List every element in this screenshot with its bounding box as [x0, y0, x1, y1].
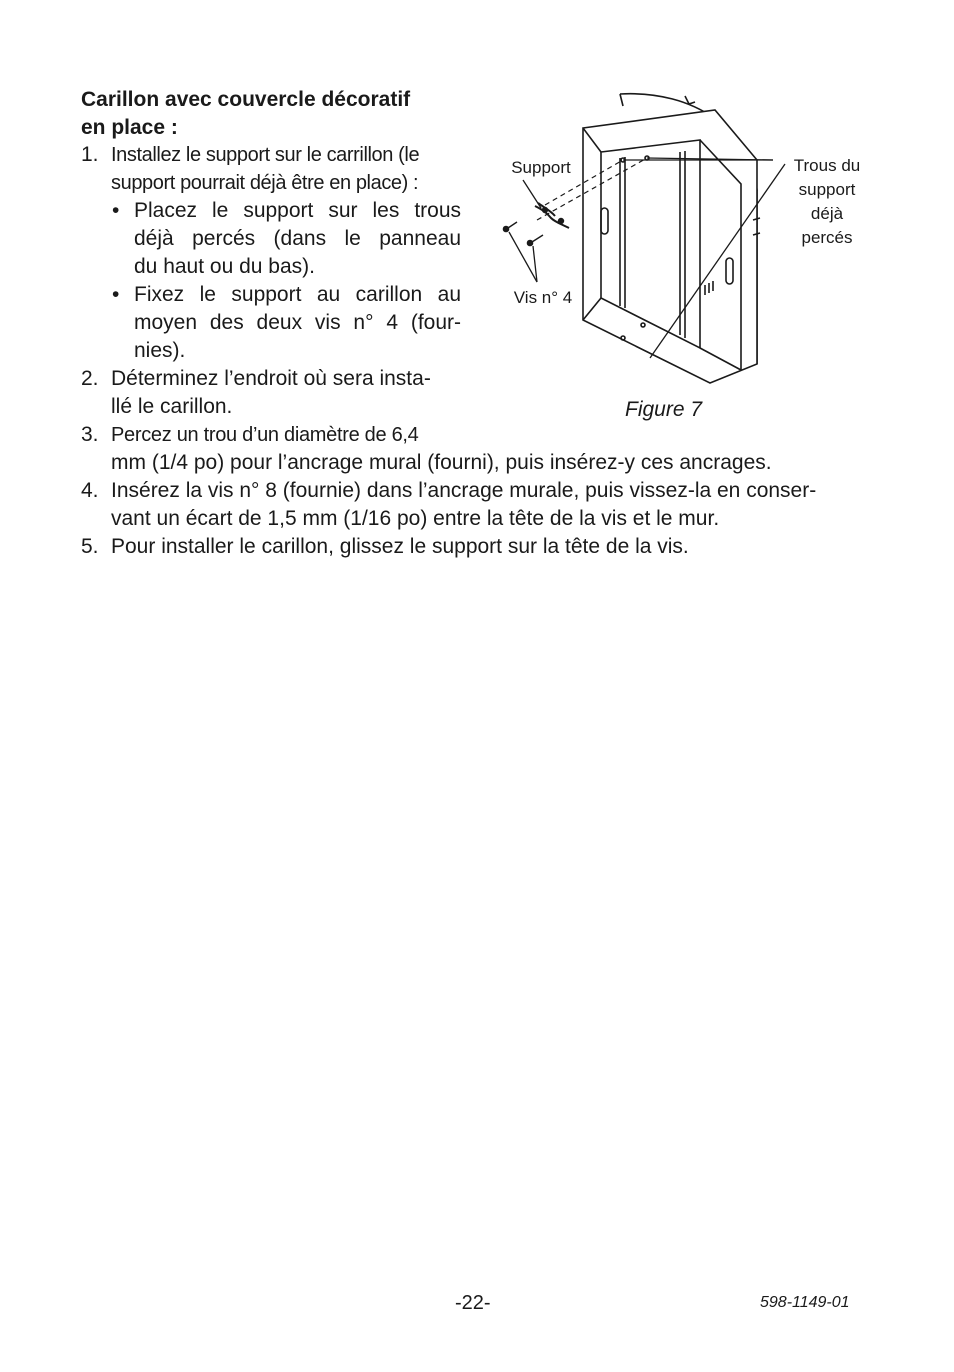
figure-caption: Figure 7: [625, 398, 703, 421]
label-trous-line-4: percés: [801, 228, 853, 247]
bullet-1-line-2: déjà percés (dans le panneau: [134, 227, 461, 250]
step-1-line-2: support pourrait déjà être en place) :: [111, 172, 419, 194]
label-trous-line-2: support: [798, 180, 856, 199]
bullet-symbol-2: •: [112, 283, 120, 306]
leader-vis-1: [509, 232, 537, 282]
label-trous-line-3: déjà: [810, 204, 844, 223]
label-trous-line-1: Trous du: [793, 156, 861, 175]
step-2-line-1: Déterminez l’endroit où sera insta-: [111, 367, 431, 390]
bullet-1-text: [134, 197, 461, 281]
step-1-line-1: Installez le support sur le carrillon (le: [111, 144, 420, 166]
leader-support: [523, 180, 541, 208]
step-4-line-2: vant un écart de 1,5 mm (1/16 po) entre la tête de la vis et le mur.: [111, 507, 720, 530]
section-heading-line1: Carillon avec couvercle décoratif: [81, 88, 411, 111]
step-5-line-1: Pour installer le carillon, glissez le support sur la tête de la vis.: [111, 535, 689, 558]
step-number-4: 4.: [81, 479, 99, 502]
label-vis-no4: Vis n° 4: [513, 288, 573, 307]
step-number-2: 2.: [81, 367, 99, 390]
document-code: 598-1149-01: [760, 1294, 850, 1311]
bullet-2-line-3: nies).: [134, 339, 186, 362]
bullet-2-line-1: Fixez le support au carillon au: [134, 283, 461, 306]
bullet-symbol-1: •: [112, 199, 120, 222]
step-3-line-1: Percez un trou d’un diamètre de 6,4: [111, 424, 419, 446]
bullet-2-line-2: moyen des deux vis n° 4 (four-: [134, 311, 461, 334]
bullet-1-line-1: Placez le support sur les trous: [134, 199, 461, 222]
step-4-line-1: Insérez la vis n° 8 (fournie) dans l’ancrage murale, puis vissez-la en conser-: [111, 479, 817, 502]
bullet-2-text: [134, 281, 461, 365]
page-number: -22-: [455, 1292, 491, 1314]
label-support: Support: [511, 158, 571, 177]
step-number-1: 1.: [81, 143, 99, 166]
step-number-3: 3.: [81, 423, 99, 446]
bullet-1-line-3: du haut ou du bas).: [134, 255, 315, 278]
step-3-line-2: mm (1/4 po) pour l’ancrage mural (fourni), puis insérez-y ces ancrages.: [111, 451, 772, 474]
step-2-line-2: llé le carillon.: [111, 395, 233, 418]
section-heading-line2: en place :: [81, 116, 178, 139]
step-number-5: 5.: [81, 535, 99, 558]
